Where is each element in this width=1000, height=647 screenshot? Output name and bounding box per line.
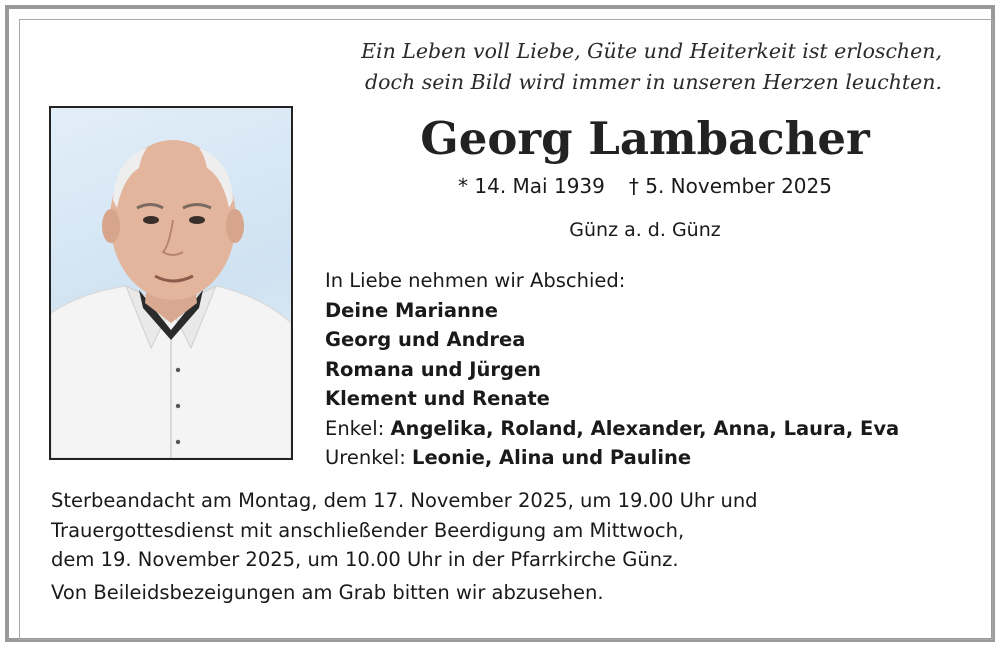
quote-line: doch sein Bild wird immer in unseren Herzen leuchten. (365, 70, 942, 94)
death-date: † 5. November 2025 (628, 174, 832, 198)
mourners-list (325, 266, 899, 473)
mourners-intro: In Liebe nehmen wir Abschied: (325, 269, 626, 292)
condolence-note: Von Beileidsbezeigungen am Grab bitten wir abzusehen. (51, 580, 604, 604)
service-line: dem 19. November 2025, um 10.00 Uhr in der Pfarrkirche Günz. (51, 548, 679, 571)
mourner-family: Klement und Renate (325, 387, 550, 410)
service-line: Trauergottesdienst mit anschließender Beerdigung am Mittwoch, (51, 518, 685, 542)
mourner-family: Georg und Andrea (325, 328, 526, 351)
grandchildren-line (325, 414, 899, 444)
deceased-name: Georg Lambacher (420, 112, 870, 165)
birth-date: * 14. Mai 1939 (458, 174, 605, 198)
mourner-family: Romana und Jürgen (325, 357, 542, 381)
grandchildren-names: Angelika, Roland, Alexander, Anna, Laura, Eva (390, 416, 900, 440)
portrait-photo (49, 106, 293, 460)
grandchildren-label: Enkel: (325, 416, 385, 440)
great-grandchildren-line (325, 443, 899, 473)
hometown: Günz a. d. Günz (569, 219, 721, 241)
quote-line: Ein Leben voll Liebe, Güte und Heiterkeit ist erloschen, (361, 39, 942, 63)
memorial-quote (361, 36, 942, 98)
service-details (51, 486, 758, 607)
portrait-illustration (51, 108, 291, 458)
great-grandchildren-label: Urenkel: (325, 446, 406, 469)
service-line: Sterbeandacht am Montag, dem 17. November 2025, um 19.00 Uhr und (51, 489, 758, 512)
life-dates (300, 172, 990, 200)
mourner-family: Deine Marianne (325, 298, 499, 322)
great-grandchildren-names: Leonie, Alina und Pauline (412, 446, 692, 469)
